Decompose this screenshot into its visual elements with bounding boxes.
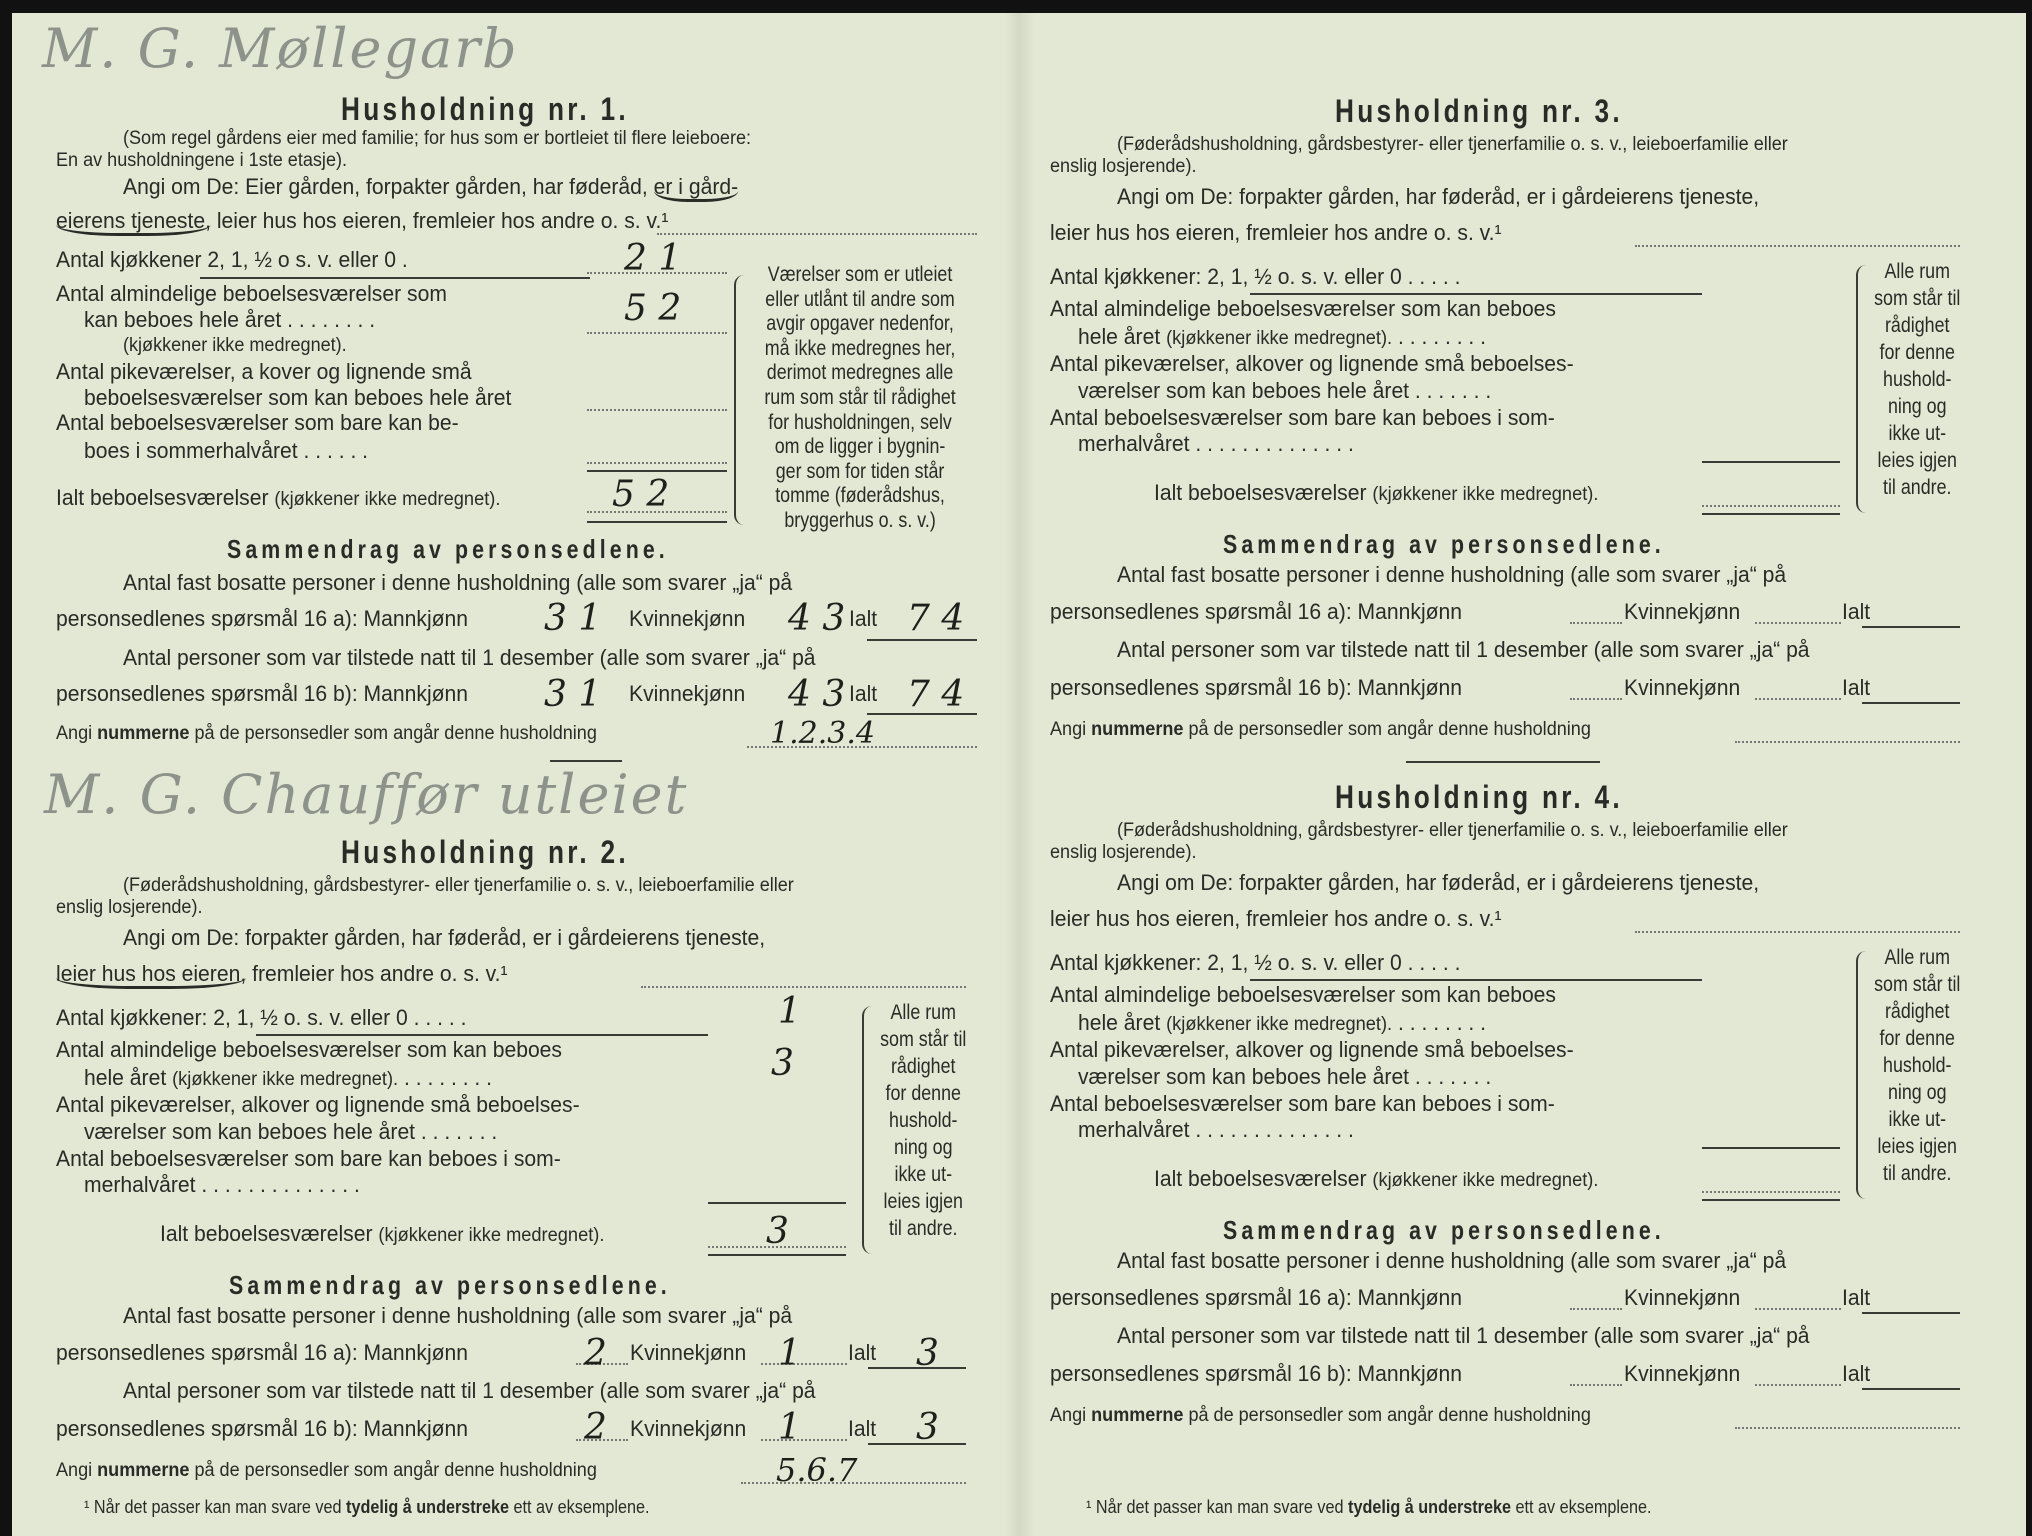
person-numbers-label xyxy=(56,1461,597,1481)
sum-line xyxy=(708,1202,846,1204)
note-line: ikke ut- xyxy=(1888,1108,1947,1131)
total-label: Ialt xyxy=(1842,675,1871,700)
angi-line xyxy=(1050,907,1502,931)
total-label: Ialt xyxy=(848,1340,877,1365)
note-line: leies igjen xyxy=(1877,1135,1957,1158)
dotted-leader xyxy=(657,233,977,235)
note-line: ning og xyxy=(1887,1081,1947,1104)
note-line: for denne xyxy=(885,1082,961,1105)
rooms-label: merhalvåret . . . . . . . . . . . . . . xyxy=(1078,1117,1354,1142)
answer-male-b: 3 1 xyxy=(544,674,602,715)
rooms-label: Antal pikeværelser, alkover og lignende små beboelses- xyxy=(1050,351,1574,376)
note-line: ning og xyxy=(1887,395,1947,418)
rooms-label: værelser som kan beboes hele året . . . . . . . xyxy=(1078,1064,1492,1089)
dotted-leader xyxy=(587,409,727,411)
note-line: hushold- xyxy=(1883,368,1952,391)
summary-16a: personsedlenes spørsmål 16 a): Mannkjønn xyxy=(56,606,469,631)
intro-text: enslig losjerende). xyxy=(56,897,203,918)
sum-line xyxy=(1862,1388,1960,1390)
answer-person-numbers: 1.2.3.4 xyxy=(770,716,875,751)
angi-line xyxy=(56,962,508,986)
total-label: Ialt xyxy=(1842,599,1871,624)
answer-person-numbers: 5.6.7 xyxy=(776,1451,858,1489)
summary-16b: personsedlenes spørsmål 16 b): Mannkjønn xyxy=(56,681,469,706)
footnote xyxy=(1086,1497,1652,1517)
female-label: Kvinnekjønn xyxy=(1624,675,1741,700)
rooms-note: (kjøkkener ikke medregnet). xyxy=(123,335,347,356)
note-line: ning og xyxy=(893,1136,953,1159)
rooms-note: (kjøkkener ikke medregnet). xyxy=(1166,1014,1393,1035)
note-line: til andre. xyxy=(1883,476,1952,499)
note-line: for denne xyxy=(1879,1027,1955,1050)
answer-total-b: 3 xyxy=(916,1407,939,1448)
total-rooms-text: Ialt beboelsesværelser xyxy=(1154,1166,1367,1191)
kitchens-label: Antal kjøkkener: 2, 1, ½ o. s. v. eller 0 . . . . . xyxy=(1050,264,1461,289)
rooms-label: værelser som kan beboes hele året . . . . . . . xyxy=(1078,378,1492,403)
total-rooms-label xyxy=(56,486,500,512)
female-label: Kvinnekjønn xyxy=(629,681,746,706)
total-rooms-text: Ialt beboelsesværelser xyxy=(1154,480,1367,505)
rooms-label: Antal almindelige beboelsesværelser som kan beboes xyxy=(56,1037,562,1062)
label-text: Angi xyxy=(56,1460,93,1481)
summary-title: Sammendrag av personsedlene. xyxy=(227,534,669,564)
sum-line xyxy=(867,639,977,641)
answer-female-a: 1 xyxy=(778,1333,801,1374)
answer-total-a: 7 4 xyxy=(907,598,965,639)
label-bold: nummerne xyxy=(97,723,190,744)
pencil-note-middle: M. G. Chauffør utleiet xyxy=(44,763,689,826)
note-line: som står til xyxy=(880,1028,967,1051)
footnote-mark: ¹ xyxy=(1086,1497,1092,1517)
angi-line xyxy=(123,175,738,199)
total-label: Ialt xyxy=(1842,1361,1871,1386)
dotted-leader xyxy=(587,332,727,334)
angi-line xyxy=(1050,221,1502,245)
female-label: Kvinnekjønn xyxy=(1624,1361,1741,1386)
intro-text: (Som regel gårdens eier med familie; for hus som er bortleiet til flere leieboere: xyxy=(123,128,752,149)
note-line: ikke ut- xyxy=(894,1163,953,1186)
summary-16a: personsedlenes spørsmål 16 a): Mannkjønn xyxy=(1050,599,1463,624)
rooms-label xyxy=(84,1066,492,1092)
label-text: Angi xyxy=(1050,1405,1087,1426)
rooms-note: (kjøkkener ikke medregnet). xyxy=(1166,328,1393,349)
angi-text: leier hus hos eieren, fremleier hos andre o. s. v.¹ xyxy=(216,208,669,233)
label-text: på de personsedler som angår denne husholdning xyxy=(194,1460,597,1481)
rooms-label xyxy=(1078,1011,1486,1037)
answer-male-a: 3 1 xyxy=(544,598,602,639)
total-rooms-text: Ialt beboelsesværelser xyxy=(56,485,269,510)
rooms-label: boes i sommerhalvåret . . . . . . xyxy=(84,438,369,463)
rooms-text: hele året xyxy=(1078,324,1161,349)
summary-16b: personsedlenes spørsmål 16 b): Mannkjønn xyxy=(56,1416,469,1441)
answer-female-a: 4 3 xyxy=(788,598,846,639)
footnote-bold: tydelig å understreke xyxy=(346,1497,510,1517)
total-label: Ialt xyxy=(849,681,878,706)
answer-total-a: 3 xyxy=(916,1333,939,1374)
angi-text: Angi om De: Eier gården, forpakter gården, har føderåd, xyxy=(123,174,648,199)
dotted-leader xyxy=(1635,245,1960,247)
summary-title: Sammendrag av personsedlene. xyxy=(1223,529,1665,559)
note-line: leies igjen xyxy=(883,1190,963,1213)
angi-text: Angi om De: forpakter gården, har føderåd, er i gårdeierens tjeneste, xyxy=(1117,870,1760,895)
dotted-leader xyxy=(1755,622,1841,624)
note-line: rum som står til rådighet xyxy=(764,385,956,409)
dotted-leader xyxy=(761,1363,847,1365)
underline xyxy=(1250,293,1702,295)
summary-text: Antal fast bosatte personer i denne husholdning (alle som svarer „ja“ på xyxy=(123,570,793,595)
kitchens-label: Antal kjøkkener: 2, 1, ½ o. s. v. eller 0 . . . . . xyxy=(1050,950,1461,975)
leier-option: leier hus hos eieren, xyxy=(1050,906,1241,931)
household-3 xyxy=(1050,93,1960,753)
underline xyxy=(200,277,590,279)
note-line: hushold- xyxy=(1883,1054,1952,1077)
label-text: på de personsedler som angår denne husholdning xyxy=(194,723,597,744)
dotted-leader xyxy=(1570,622,1622,624)
note-line: rådighet xyxy=(890,1055,956,1078)
intro-text: (Føderådshusholdning, gårdsbestyrer- eller tjenerfamilie o. s. v., leieboerfamilie eller xyxy=(123,875,794,896)
rooms-text: hele året xyxy=(1078,1010,1161,1035)
rooms-label: Antal pikeværelser, alkover og lignende små beboelses- xyxy=(1050,1037,1574,1062)
rooms-label: merhalvåret . . . . . . . . . . . . . . xyxy=(1078,431,1354,456)
answer-rooms: 5 2 xyxy=(624,288,682,329)
footnote-mark: ¹ xyxy=(84,1497,90,1517)
household-2 xyxy=(56,834,966,1494)
note-line: for denne xyxy=(1879,341,1955,364)
label-text: på de personsedler som angår denne husholdning xyxy=(1188,719,1591,740)
dotted-leader xyxy=(1635,931,1960,933)
dotted-leader xyxy=(1735,1427,1960,1429)
intro-text: (Føderådshusholdning, gårdsbestyrer- eller tjenerfamilie o. s. v., leieboerfamilie eller xyxy=(1117,820,1788,841)
kitchens-label: Antal kjøkkener 2, 1, ½ o s. v. eller 0 . xyxy=(56,247,408,272)
census-form-page xyxy=(12,13,2026,1536)
note-line: avgir opgaver nedenfor, xyxy=(766,312,954,336)
total-label: Ialt xyxy=(848,1416,877,1441)
answer-total-rooms: 3 xyxy=(766,1211,789,1252)
note-line: leies igjen xyxy=(1877,449,1957,472)
summary-text: Antal personer som var tilstede natt til 1 desember (alle som svarer „ja“ på xyxy=(1117,1323,1810,1348)
note-line: ikke ut- xyxy=(1888,422,1947,445)
dotted-leader xyxy=(1702,505,1840,507)
rooms-label: værelser som kan beboes hele året . . . . . . . xyxy=(84,1119,498,1144)
dotted-leader xyxy=(587,462,727,464)
note-line: rådighet xyxy=(1884,1000,1950,1023)
note-line: må ikke medregnes her, xyxy=(764,336,956,360)
rooms-label: Antal beboelsesværelser som bare kan beboes i som- xyxy=(1050,405,1555,430)
angi-text: fremleier hos andre o. s. v.¹ xyxy=(252,961,508,986)
angi-line xyxy=(56,209,668,233)
summary-16a: personsedlenes spørsmål 16 a): Mannkjønn xyxy=(1050,1285,1463,1310)
rooms-label: Antal almindelige beboelsesværelser som kan beboes xyxy=(1050,982,1556,1007)
note-line: til andre. xyxy=(1883,1162,1952,1185)
rooms-label: Antal beboelsesværelser som bare kan be- xyxy=(56,410,459,435)
sum-line xyxy=(587,521,727,523)
dotted-leader xyxy=(1570,1308,1622,1310)
summary-text: Antal personer som var tilstede natt til 1 desember (alle som svarer „ja“ på xyxy=(123,645,816,670)
label-bold: nummerne xyxy=(1091,719,1184,740)
sum-line xyxy=(1862,626,1960,628)
leier-option: leier hus hos eieren, xyxy=(1050,220,1241,245)
person-numbers-label xyxy=(1050,1406,1591,1426)
rooms-label: Antal pikeværelser, a kover og lignende små xyxy=(56,359,472,384)
sum-line xyxy=(1862,702,1960,704)
note-line: ger som for tiden står xyxy=(775,459,945,483)
note-line: bryggerhus o. s. v.) xyxy=(784,508,936,532)
angi-text: Angi om De: forpakter gården, har føderåd, er i gårdeierens tjeneste, xyxy=(123,925,766,950)
female-label: Kvinnekjønn xyxy=(1624,599,1741,624)
note-line: til andre. xyxy=(889,1217,958,1240)
label-text: Angi xyxy=(56,723,93,744)
summary-title: Sammendrag av personsedlene. xyxy=(229,1270,671,1300)
leier-option: leier hus hos eieren, xyxy=(56,961,246,989)
label-text: på de personsedler som angår denne husholdning xyxy=(1188,1405,1591,1426)
rooms-label: Antal almindelige beboelsesværelser som xyxy=(56,281,447,306)
divider xyxy=(550,760,622,762)
household-title: Husholdning nr. 4. xyxy=(1335,779,1623,815)
answer-female-b: 4 3 xyxy=(788,674,846,715)
label-bold: nummerne xyxy=(1091,1405,1184,1426)
total-rooms-label xyxy=(1154,1167,1598,1193)
household-title: Husholdning nr. 2. xyxy=(341,834,629,870)
note-line: hushold- xyxy=(889,1109,958,1132)
person-numbers-label xyxy=(56,724,597,744)
summary-text: Antal fast bosatte personer i denne husholdning (alle som svarer „ja“ på xyxy=(123,1303,793,1328)
intro-text: En av husholdningene i 1ste etasje). xyxy=(56,150,348,171)
note-line: eller utlånt til andre som xyxy=(765,287,955,311)
dotted-leader xyxy=(1570,1384,1622,1386)
summary-16b: personsedlenes spørsmål 16 b): Mannkjønn xyxy=(1050,1361,1463,1386)
total-label: Ialt xyxy=(849,606,878,631)
note-line: som står til xyxy=(1874,287,1961,310)
footnote-bold: tydelig å understreke xyxy=(1348,1497,1512,1517)
label-text: Angi xyxy=(1050,719,1087,740)
female-label: Kvinnekjønn xyxy=(1624,1285,1741,1310)
pencil-note-top: M. G. Møllegarb xyxy=(42,17,519,80)
footnote-text: Når det passer kan man svare ved xyxy=(93,1497,342,1517)
side-note xyxy=(868,999,979,1242)
total-rooms-text: Ialt beboelsesværelser xyxy=(160,1221,373,1246)
intro-text: enslig losjerende). xyxy=(1050,842,1197,863)
footnote-text: ett av eksemplene. xyxy=(1515,1497,1652,1517)
intro-text: (Føderådshusholdning, gårdsbestyrer- eller tjenerfamilie o. s. v., leieboerfamilie eller xyxy=(1117,134,1788,155)
leader-dots: . . . . . . . . xyxy=(1398,324,1487,349)
summary-text: Antal fast bosatte personer i denne husholdning (alle som svarer „ja“ på xyxy=(1117,562,1787,587)
note-line: Værelser som er utleiet xyxy=(767,263,953,286)
note-line: rådighet xyxy=(1884,314,1950,337)
answer-kitchens: 1 xyxy=(778,991,801,1032)
dotted-leader xyxy=(641,986,966,988)
note-brace xyxy=(734,275,746,525)
answer-female-b: 1 xyxy=(778,1407,801,1448)
dotted-leader xyxy=(1755,1384,1841,1386)
female-label: Kvinnekjønn xyxy=(630,1416,747,1441)
footnote xyxy=(84,1497,650,1517)
dotted-leader xyxy=(1570,698,1622,700)
intro-text: enslig losjerende). xyxy=(1050,156,1197,177)
sum-line xyxy=(708,1254,846,1256)
angi-text: fremleier hos andre o. s. v.¹ xyxy=(1246,220,1502,245)
rooms-label: kan beboes hele året . . . . . . . . xyxy=(84,307,376,332)
sum-line xyxy=(1862,1312,1960,1314)
sum-line xyxy=(1702,1147,1840,1149)
dotted-leader xyxy=(1702,1191,1840,1193)
footnote-text: Når det passer kan man svare ved xyxy=(1095,1497,1344,1517)
note-line: Alle rum xyxy=(890,1001,956,1024)
household-4 xyxy=(1050,779,1960,1439)
rooms-label: beboelsesværelser som kan beboes hele året xyxy=(84,385,512,410)
rooms-label: Antal pikeværelser, alkover og lignende små beboelses- xyxy=(56,1092,580,1117)
total-rooms-note: (kjøkkener ikke medregnet). xyxy=(1372,484,1599,505)
underline xyxy=(1250,979,1702,981)
dotted-leader xyxy=(1755,1308,1841,1310)
note-line: derimot medregnes alle xyxy=(766,361,954,385)
sum-line xyxy=(1702,461,1840,463)
angi-text: Angi om De: forpakter gården, har føderåd, er i gårdeierens tjeneste, xyxy=(1117,184,1760,209)
marked-answer: eierens tjeneste, xyxy=(56,208,211,236)
rooms-label: merhalvåret . . . . . . . . . . . . . . xyxy=(84,1172,360,1197)
rooms-label xyxy=(1078,325,1486,351)
sum-line xyxy=(587,470,727,472)
rooms-label: Antal beboelsesværelser som bare kan beboes i som- xyxy=(56,1146,561,1171)
sum-line xyxy=(1702,1199,1840,1201)
leader-dots: . . . . . . . . xyxy=(404,1065,493,1090)
label-bold: nummerne xyxy=(97,1460,190,1481)
female-label: Kvinnekjønn xyxy=(629,606,746,631)
note-line: tomme (føderådshus, xyxy=(775,484,945,508)
household-title: Husholdning nr. 1. xyxy=(341,91,629,127)
rooms-label: Antal almindelige beboelsesværelser som kan beboes xyxy=(1050,296,1556,321)
rooms-note: (kjøkkener ikke medregnet). xyxy=(172,1069,399,1090)
underline xyxy=(256,1034,708,1036)
angi-text: fremleier hos andre o. s. v.¹ xyxy=(1246,906,1502,931)
answer-rooms: 3 xyxy=(771,1043,794,1084)
kitchens-label: Antal kjøkkener: 2, 1, ½ o. s. v. eller 0 . . . . . xyxy=(56,1005,467,1030)
answer-kitchens: 2 1 xyxy=(624,238,682,279)
note-line: om de ligger i bygnin- xyxy=(774,435,946,459)
rooms-label: Antal beboelsesværelser som bare kan beboes i som- xyxy=(1050,1091,1555,1116)
total-label: Ialt xyxy=(1842,1285,1871,1310)
rooms-text: hele året xyxy=(84,1065,167,1090)
person-numbers-label xyxy=(1050,720,1591,740)
answer-male-b: 2 xyxy=(584,1407,607,1448)
summary-16a: personsedlenes spørsmål 16 a): Mannkjønn xyxy=(56,1340,469,1365)
note-line: Alle rum xyxy=(1884,946,1950,969)
total-rooms-note: (kjøkkener ikke medregnet). xyxy=(1372,1170,1599,1191)
divider xyxy=(1406,761,1600,763)
summary-text: Antal personer som var tilstede natt til 1 desember (alle som svarer „ja“ på xyxy=(123,1378,816,1403)
note-line: Alle rum xyxy=(1884,260,1950,283)
answer-male-a: 2 xyxy=(584,1333,607,1374)
summary-text: Antal fast bosatte personer i denne husholdning (alle som svarer „ja“ på xyxy=(1117,1248,1787,1273)
side-note xyxy=(1862,944,1973,1187)
dotted-leader xyxy=(1755,698,1841,700)
sum-line xyxy=(1702,513,1840,515)
answer-total-rooms: 5 2 xyxy=(612,474,670,515)
dotted-leader xyxy=(761,1439,847,1441)
summary-text: Antal personer som var tilstede natt til 1 desember (alle som svarer „ja“ på xyxy=(1117,637,1810,662)
total-rooms-label xyxy=(160,1222,604,1248)
note-line: som står til xyxy=(1874,973,1961,996)
summary-16b: personsedlenes spørsmål 16 b): Mannkjønn xyxy=(1050,675,1463,700)
marked-answer: er i gård- xyxy=(654,174,739,202)
total-rooms-note: (kjøkkener ikke medregnet). xyxy=(274,489,501,510)
total-rooms-note: (kjøkkener ikke medregnet). xyxy=(378,1225,605,1246)
summary-title: Sammendrag av personsedlene. xyxy=(1223,1215,1665,1245)
total-rooms-label xyxy=(1154,481,1598,507)
side-note xyxy=(1862,258,1973,501)
leader-dots: . . . . . . . . xyxy=(1398,1010,1487,1035)
side-note xyxy=(747,263,973,534)
footnote-text: ett av eksemplene. xyxy=(513,1497,650,1517)
dotted-leader xyxy=(1735,741,1960,743)
note-line: for husholdningen, selv xyxy=(768,410,952,434)
household-title: Husholdning nr. 3. xyxy=(1335,93,1623,129)
answer-total-b: 7 4 xyxy=(907,674,965,715)
female-label: Kvinnekjønn xyxy=(630,1340,747,1365)
